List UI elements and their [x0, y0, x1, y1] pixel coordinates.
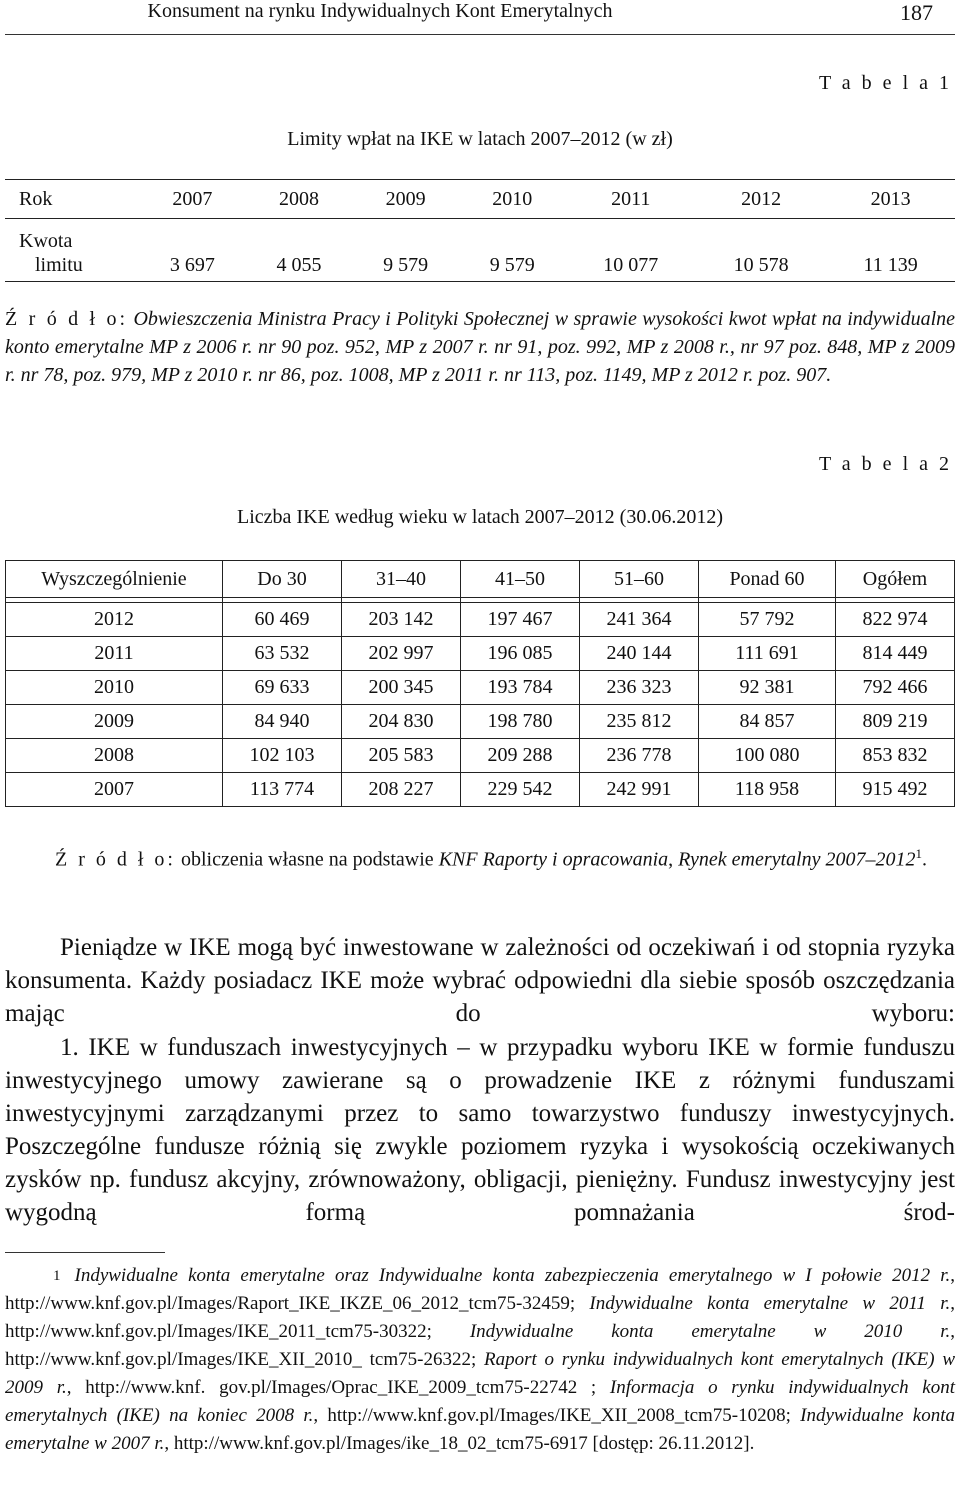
table1-year: 2012	[696, 180, 826, 219]
table2-column-header: 31–40	[341, 561, 460, 598]
table2-cell: 2008	[6, 739, 223, 773]
footnote-reference: 1	[915, 846, 922, 861]
footnote-url: , http://www.knf.gov.pl/Images/IKE_XII_2008_tcm75-10208;	[313, 1405, 801, 1426]
header-rule	[5, 34, 955, 35]
table2-cell: 203 142	[341, 603, 460, 637]
table2-cell: 100 080	[698, 739, 835, 773]
table1-row-label-line2: limitu	[35, 254, 83, 276]
table1-value: 4 055	[246, 219, 353, 282]
table2-cell: 809 219	[835, 705, 954, 739]
table2-cell: 84 940	[223, 705, 342, 739]
table2-cell: 204 830	[341, 705, 460, 739]
table1-value: 10 077	[566, 219, 696, 282]
footnote-url: , http://www.knf.gov.pl/Images/IKE_2011_tcm75-30322;	[5, 1293, 956, 1342]
table2-header-row	[6, 561, 955, 598]
table2-column-header: Ponad 60	[698, 561, 835, 598]
table2-row	[6, 705, 955, 739]
table2-column-header: 41–50	[460, 561, 579, 598]
table2-cell: 209 288	[460, 739, 579, 773]
footnote-url: , http://www.knf.gov.pl/Images/Raport_IKE_IKZE_06_2012_tcm75-32459;	[5, 1265, 955, 1314]
ike-by-age-table	[5, 560, 955, 807]
table1-year: 2009	[352, 180, 459, 219]
table2-row	[6, 637, 955, 671]
table1-year: 2007	[139, 180, 246, 219]
table2-column-header: Ogółem	[835, 561, 954, 598]
table2-cell: 2012	[6, 603, 223, 637]
source-separator: ,	[668, 848, 674, 871]
footnote-marker: 1	[53, 1268, 61, 1284]
table2-cell: 242 991	[579, 773, 698, 807]
table1-value: 3 697	[139, 219, 246, 282]
table2-cell: 84 857	[698, 705, 835, 739]
table2-title: Liczba IKE według wieku w latach 2007–2012 (30.06.2012)	[237, 506, 723, 528]
table2-cell: 196 085	[460, 637, 579, 671]
table2-row	[6, 603, 955, 637]
table2-cell: 236 778	[579, 739, 698, 773]
footnote-rule	[5, 1252, 165, 1253]
footnote-reference-title: Indywidualne konta emerytalne oraz Indywidualne konta zabezpieczenia emerytalnego w I połowie 2012 r.	[74, 1265, 951, 1286]
table2-cell: 814 449	[835, 637, 954, 671]
table2-cell: 915 492	[835, 773, 954, 807]
running-header-title: Konsument na rynku Indywidualnych Kont Emerytalnych	[147, 0, 613, 22]
table2-cell: 240 144	[579, 637, 698, 671]
source-prefix: Ź r ó d ł o:	[5, 308, 129, 330]
table2-cell: 111 691	[698, 637, 835, 671]
footnote-reference-title: Raport o rynku indywidualnych kont emerytalnych (IKE) w 2009 r.	[5, 1349, 955, 1398]
contribution-limits-table	[5, 179, 955, 282]
table2-cell: 200 345	[341, 671, 460, 705]
table1-header-label: Rok	[5, 180, 139, 219]
table1-value: 10 578	[696, 219, 826, 282]
body-paragraph-1: Pieniądze w IKE mogą być inwestowane w zależności od oczekiwań i od stopnia ryzyka konsumenta. Każdy posiadacz IKE może wybrać odpowiedni dla siebie sposób oszczędzania mając do wyboru:	[5, 934, 955, 1027]
table2-cell: 63 532	[223, 637, 342, 671]
table1-year: 2013	[826, 180, 955, 219]
table2-cell: 193 784	[460, 671, 579, 705]
table1-limit-row	[5, 219, 955, 282]
table2-cell: 2010	[6, 671, 223, 705]
table2-cell: 241 364	[579, 603, 698, 637]
table1-source	[5, 305, 955, 389]
table2-column-header: Wyszczególnienie	[6, 561, 223, 598]
table2-cell: 202 997	[341, 637, 460, 671]
table2-column-header: Do 30	[223, 561, 342, 598]
source-title-italic: Rynek emerytalny 2007–2012	[678, 848, 916, 871]
table2-cell: 118 958	[698, 773, 835, 807]
table2-cell: 236 323	[579, 671, 698, 705]
table1-row-label-line1: Kwota	[19, 230, 73, 252]
table2-cell: 102 103	[223, 739, 342, 773]
source-prefix: Ź r ó d ł o:	[55, 848, 176, 871]
table2-cell: 205 583	[341, 739, 460, 773]
table1-year-row	[5, 180, 955, 219]
footnote-reference-title: Indywidualne konta emerytalne w 2010 r.	[469, 1321, 951, 1342]
table2-cell: 57 792	[698, 603, 835, 637]
table2-cell: 60 469	[223, 603, 342, 637]
table1-year: 2010	[459, 180, 566, 219]
table2-cell: 69 633	[223, 671, 342, 705]
table2-cell: 197 467	[460, 603, 579, 637]
table1-year: 2011	[566, 180, 696, 219]
table1-label: T a b e l a 1	[818, 72, 952, 94]
source-text: obliczenia własne na podstawie	[181, 848, 434, 871]
footnote-reference-title: Informacja o rynku indywidualnych kont emerytalnych (IKE) na koniec 2008 r.	[5, 1377, 955, 1426]
table2-label: T a b e l a 2	[818, 453, 952, 475]
table2-cell: 92 381	[698, 671, 835, 705]
footnote-url: , http://www.knf. gov.pl/Images/Oprac_IKE_2009_tcm75-22742 ;	[66, 1377, 610, 1398]
table2-column-header: 51–60	[579, 561, 698, 598]
table2-cell: 853 832	[835, 739, 954, 773]
table2-cell: 235 812	[579, 705, 698, 739]
table2-cell: 208 227	[341, 773, 460, 807]
body-paragraph-2: 1. IKE w funduszach inwestycyjnych – w przypadku wyboru IKE w formie funduszu inwestycyjnego umowy zawierane są o prowadzenie IKE z różnymi funduszami inwestycyjnymi zarządzanymi przez to samo towarzystwo funduszy inwestycyjnych. Poszczególne fundusze różnią się zwykle poziomem ryzyka i wysokością oczekiwanych zysków np. fundusz akcyjny, zrównoważony, obligacji, pieniężny. Fundusz inwestycyjny jest wygodną formą pomnażania środ-	[5, 1034, 955, 1226]
footnote	[5, 1262, 955, 1458]
table2-cell: 822 974	[835, 603, 954, 637]
table1-value: 9 579	[459, 219, 566, 282]
table2-cell: 229 542	[460, 773, 579, 807]
source-end: .	[921, 848, 927, 871]
table2-cell: 2007	[6, 773, 223, 807]
table1-value: 9 579	[352, 219, 459, 282]
footnote-reference-title: Indywidualne konta emerytalne w 2011 r.	[589, 1293, 951, 1314]
table1-title: Limity wpłat na IKE w latach 2007–2012 (w zł)	[287, 128, 673, 150]
footnote-reference-title: Indywidualne konta emerytalne w 2007 r.	[5, 1405, 955, 1454]
table2-cell: 792 466	[835, 671, 954, 705]
table2-row	[6, 773, 955, 807]
table2-row	[6, 739, 955, 773]
page-number: 187	[900, 0, 933, 25]
table2-cell: 2009	[6, 705, 223, 739]
table2-source	[5, 840, 955, 874]
table1-value: 11 139	[826, 219, 955, 282]
table2-row	[6, 671, 955, 705]
footnote-url: , http://www.knf.gov.pl/Images/IKE_XII_2010_ tcm75-26322;	[5, 1321, 955, 1370]
table1-source-text: Obwieszczenia Ministra Pracy i Polityki Społecznej w sprawie wysokości kwot wpłat na indywidualne konto emerytalne MP z 2006 r. nr 90 poz. 952, MP z 2007 r. nr 91, poz. 992, MP z 2008 r., nr 97 poz. 848, MP z 2009 r. nr 78, poz. 979, MP z 2010 r. nr 86, poz. 1008, MP z 2011 r. nr 113, poz. 1149, MP z 2012 r. poz. 907.	[5, 308, 956, 386]
footnote-url: , http://www.knf.gov.pl/Images/ike_18_02_tcm75-6917 [dostęp: 26.11.2012].	[164, 1433, 755, 1454]
table2-cell: 2011	[6, 637, 223, 671]
source-title-italic: KNF Raporty i opracowania	[438, 848, 669, 871]
table2-cell: 113 774	[223, 773, 342, 807]
table1-year: 2008	[246, 180, 353, 219]
table2-cell: 198 780	[460, 705, 579, 739]
table1-row-label	[5, 219, 139, 282]
